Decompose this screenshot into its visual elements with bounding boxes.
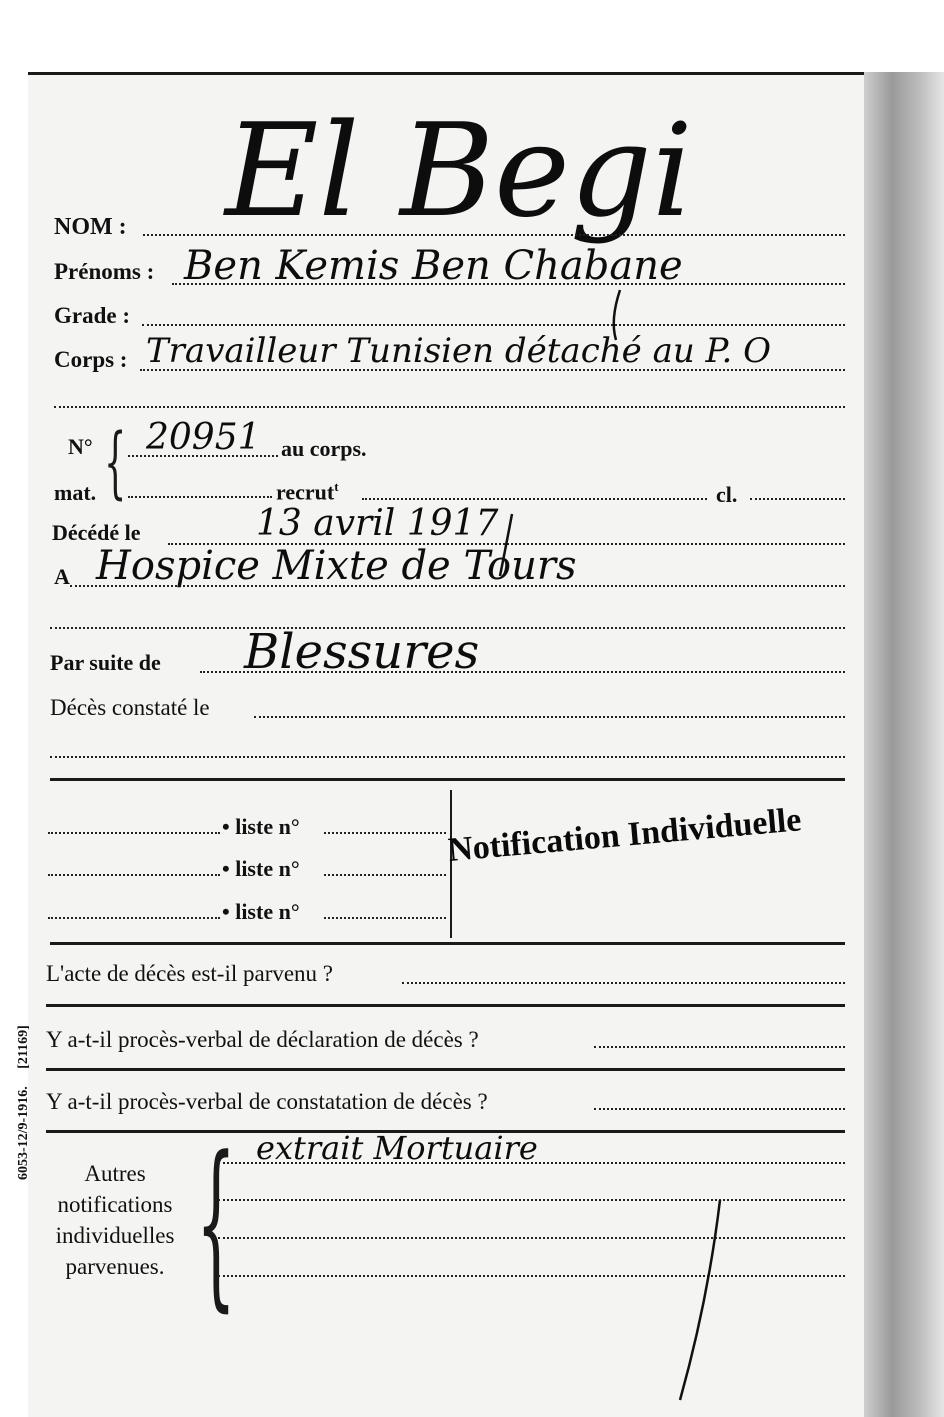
dots-autres-4 — [218, 1275, 845, 1277]
label-decede: Décédé le — [52, 520, 141, 545]
liste-3-text: liste n° — [235, 899, 300, 924]
handwritten-corps: Travailleur Tunisien détaché au P. O — [146, 331, 772, 371]
handwritten-date-deces: 13 avril 1917 — [256, 503, 499, 544]
dots-grade — [142, 324, 845, 326]
dots-pv-declaration — [594, 1046, 845, 1048]
dots-liste-2-pre — [48, 874, 220, 876]
brace-no-mat: { — [104, 418, 127, 508]
separator-rule-4 — [46, 1068, 845, 1071]
separator-rule-1 — [50, 778, 845, 781]
label-liste-1: • liste n° — [222, 814, 300, 839]
label-nom: NOM : — [54, 214, 127, 240]
dots-recrut — [362, 498, 707, 500]
label-no: N° — [68, 434, 93, 459]
autres-notifications-label — [40, 1158, 190, 1282]
dots-liste-2-post — [324, 874, 446, 876]
separator-rule-2 — [50, 942, 845, 945]
label-corps: Corps : — [54, 347, 128, 372]
brace-autres: { — [196, 1119, 237, 1328]
question-acte: L'acte de décès est-il parvenu ? — [46, 961, 334, 986]
dots-autres-2 — [218, 1199, 845, 1201]
dots-autres-3 — [218, 1237, 845, 1239]
separator-rule-3 — [46, 1004, 845, 1007]
card-shadow-edge — [864, 72, 944, 1417]
dots-liste-3-post — [324, 917, 446, 919]
label-prenoms: Prénoms : — [54, 259, 155, 284]
dots-acte — [402, 982, 845, 984]
handwritten-numero: 20951 — [146, 417, 261, 458]
side-print-text: 6053-12/9-1916. — [16, 1086, 31, 1180]
question-pv-declaration: Y a-t-il procès-verbal de déclaration de décès ? — [46, 1027, 479, 1052]
dots-pv-constatation — [594, 1108, 845, 1110]
dots-nom — [143, 234, 845, 236]
dots-liste-1-pre — [48, 832, 220, 834]
dots-liste-1-post — [324, 832, 446, 834]
label-mat: mat. — [54, 480, 97, 505]
dots-deces-constate-line2 — [50, 756, 845, 758]
label-recrut — [276, 480, 339, 503]
label-liste-2: • liste n° — [222, 856, 300, 881]
label-cl: cl. — [716, 482, 738, 507]
label-liste-3: • liste n° — [222, 899, 300, 924]
dots-liste-3-pre — [48, 917, 220, 919]
handwritten-prenoms: Ben Kemis Ben Chabane — [184, 243, 683, 289]
liste-2-text: liste n° — [235, 856, 300, 881]
handwritten-autres: extrait Mortuaire — [256, 1129, 538, 1167]
handwritten-lieu: Hospice Mixte de Tours — [96, 543, 577, 589]
label-au-corps: au corps. — [281, 436, 367, 461]
stamp-notification-individuelle: Notification Individuelle — [446, 801, 803, 870]
question-pv-constatation: Y a-t-il procès-verbal de constatation de décès ? — [46, 1089, 488, 1114]
autres-line-1: Autres — [84, 1161, 146, 1186]
handwritten-cause: Blessures — [244, 624, 480, 680]
side-print-code: [21169] — [16, 1025, 31, 1069]
dots-deces-constate — [254, 716, 845, 718]
recrut-text: recrut — [276, 479, 335, 505]
label-grade: Grade : — [54, 303, 131, 328]
dots-mat — [128, 496, 272, 498]
liste-1-text: liste n° — [235, 814, 300, 839]
label-a: A — [54, 564, 70, 589]
autres-line-2: notifications — [57, 1192, 173, 1217]
dots-blank-line — [54, 406, 845, 408]
label-deces-constate: Décès constaté le — [50, 695, 210, 720]
label-par-suite: Par suite de — [50, 650, 161, 675]
recrut-sup: t — [334, 479, 339, 494]
handwritten-nom: El Begi — [225, 97, 693, 246]
dots-cl — [750, 498, 845, 500]
autres-line-3: individuelles — [55, 1223, 175, 1248]
autres-line-4: parvenues. — [65, 1254, 165, 1279]
printer-reference — [16, 1025, 32, 1180]
